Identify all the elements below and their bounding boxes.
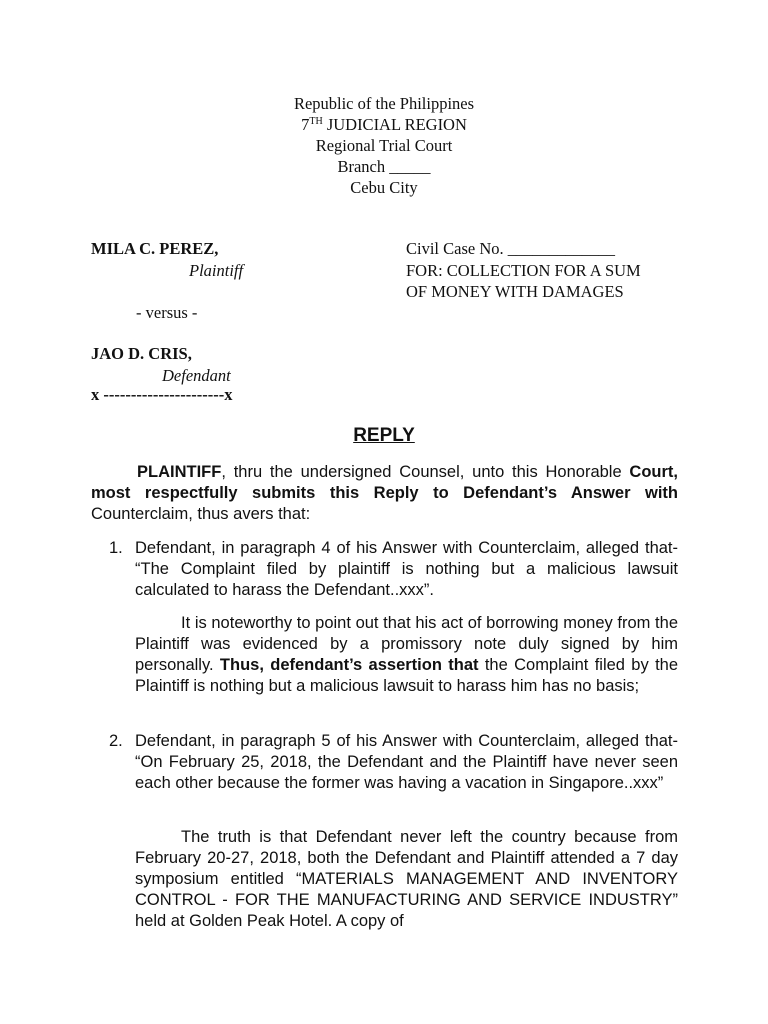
header-court: Regional Trial Court — [315, 136, 453, 155]
region-number: 7 — [301, 115, 310, 134]
intro-bold-court: Court, most respectfully submits this Reply to Defendant’s Answer with — [91, 463, 678, 502]
document-title: REPLY — [353, 425, 415, 446]
civil-case-number: Civil Case No. _____________ — [406, 239, 615, 258]
header-republic: Republic of the Philippines — [293, 94, 475, 113]
case-subject-line-2: OF MONEY WITH DAMAGES — [406, 282, 624, 301]
item-2-paragraph — [135, 827, 678, 932]
numbered-item-2 — [91, 731, 678, 794]
paragraph-text-1: The truth is that Defendant never left the country because from February 20-27, 2018, both the Defendant and Plaintiff attended a 7 day symposium entitled “MATERIALS MANAGEMENT AND INVENTORY CONTROL - FOR THE MANUFACTURING AND SERVICE INDUSTRY” held at Golden Peak Hotel. A copy of — [135, 828, 678, 930]
item-1-paragraph — [135, 613, 678, 697]
caption-separator: x ----------------------x — [91, 385, 233, 404]
defendant-name: JAO D. CRIS, — [91, 344, 192, 363]
region-text: JUDICIAL REGION — [322, 115, 467, 134]
numbered-item-1 — [91, 538, 678, 601]
header-city: Cebu City — [350, 178, 418, 197]
intro-text-1: , thru the undersigned Counsel, unto this Honorable — [221, 463, 630, 481]
item-text: Defendant, in paragraph 5 of his Answer with Counterclaim, alleged that- “On February 25, 2018, the Defendant and the Plaintiff have never seen each other because the former was having a vacation in Singapore..xxx” — [135, 732, 678, 792]
item-number: 2. — [109, 732, 123, 750]
intro-bold-plaintiff: PLAINTIFF — [137, 463, 222, 481]
paragraph-text-1: It is noteworthy to point out that his act of borrowing money from the Plaintiff was evidenced by a promissory note duly signed by him personally. — [135, 614, 678, 674]
region-suffix: TH — [309, 116, 323, 127]
header-judicial-region — [0, 114, 768, 135]
defendant-role: Defendant — [162, 366, 231, 385]
versus-label: - versus - — [136, 303, 198, 322]
case-subject-line-1: FOR: COLLECTION FOR A SUM — [406, 261, 641, 280]
item-number: 1. — [109, 539, 123, 557]
plaintiff-role: Plaintiff — [189, 261, 244, 280]
plaintiff-name: MILA C. PEREZ, — [91, 239, 219, 258]
court-header — [0, 93, 768, 198]
intro-paragraph — [91, 462, 678, 525]
paragraph-text-2: the Complaint filed by the Plaintiff is nothing but a malicious lawsuit to harass him has no basis; — [135, 656, 679, 695]
intro-text-2: Counterclaim, thus avers that: — [91, 505, 311, 523]
item-text: Defendant, in paragraph 4 of his Answer with Counterclaim, alleged that- “The Complaint filed by plaintiff is nothing but a malicious lawsuit calculated to harass the Defendant..xxx”. — [135, 539, 678, 599]
paragraph-bold: Thus, defendant’s assertion that — [219, 656, 479, 674]
header-branch: Branch _____ — [337, 157, 431, 176]
